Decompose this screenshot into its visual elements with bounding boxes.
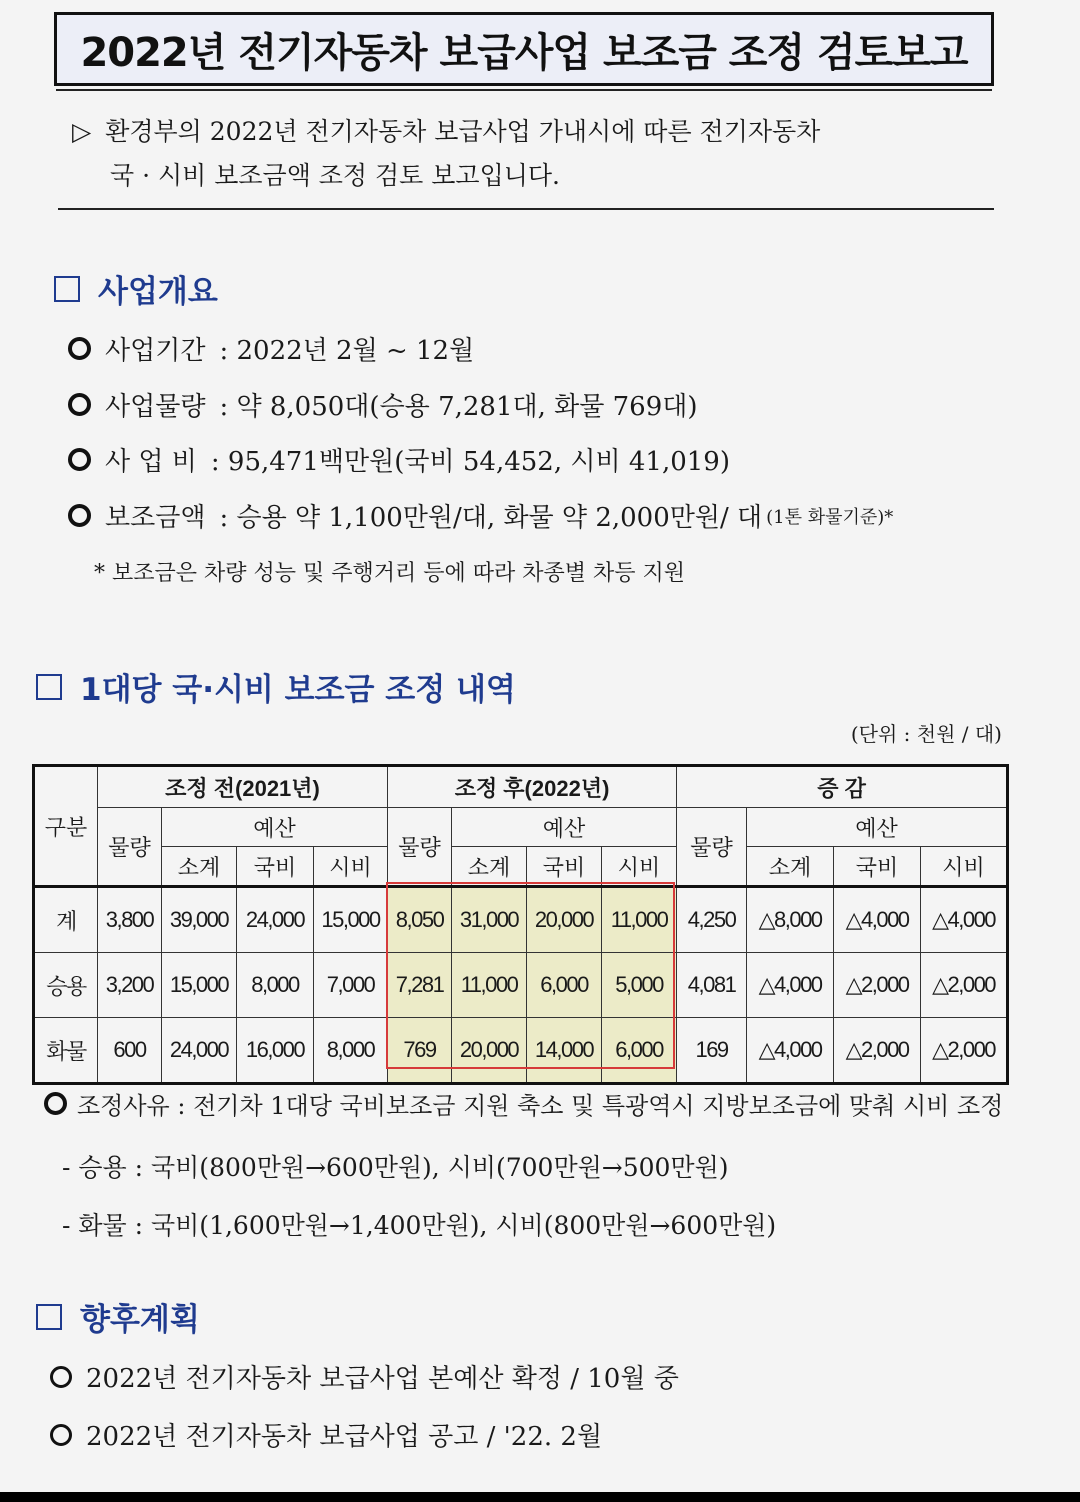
cell: △4,000 <box>747 953 834 1018</box>
cell: 600 <box>98 1018 162 1084</box>
bottom-bar <box>0 1492 1080 1502</box>
cell: 24,000 <box>162 1018 237 1084</box>
cell: 8,000 <box>314 1018 388 1084</box>
plan-item-text: 2022년 전기자동차 보급사업 본예산 확정 / 10월 중 <box>86 1364 679 1394</box>
header-category: 구분 <box>34 766 98 887</box>
cell: 24,000 <box>237 887 314 953</box>
header-national: 국비 <box>834 847 921 887</box>
cell: △2,000 <box>834 1018 921 1084</box>
cell: 169 <box>677 1018 747 1084</box>
header-budget: 예산 <box>452 808 677 847</box>
item-suffix: (1톤 화물기준)* <box>766 506 894 528</box>
cell: 39,000 <box>162 887 237 953</box>
item-label: 사업기간 <box>105 336 206 366</box>
row-name: 화물 <box>34 1018 98 1084</box>
plan-item-text: 2022년 전기자동차 보급사업 공고 / '22. 2월 <box>86 1422 603 1452</box>
header-national: 국비 <box>237 847 314 887</box>
circle-bullet-icon <box>68 393 91 416</box>
detail-passenger: - 승용 : 국비(800만원→600만원), 시비(700만원→500만원) <box>62 1153 729 1182</box>
header-qty: 물량 <box>677 808 747 887</box>
header-change: 증 감 <box>677 766 1008 808</box>
section-adjust-heading <box>36 664 516 709</box>
triangle-marker-icon: ▷ <box>72 117 92 146</box>
overview-item-period <box>68 330 474 367</box>
cell: 15,000 <box>314 887 388 953</box>
circle-bullet-icon <box>50 1366 72 1388</box>
header-city: 시비 <box>921 847 1008 887</box>
header-before: 조정 전(2021년) <box>98 766 388 808</box>
item-value: : 약 8,050대(승용 7,281대, 화물 769대) <box>219 392 698 422</box>
document-title: 2022년 전기자동차 보급사업 보조금 조정 검토보고 <box>80 29 968 76</box>
cell: △8,000 <box>747 887 834 953</box>
plan-item <box>50 1416 602 1453</box>
section-overview-heading <box>54 266 218 311</box>
cell: △2,000 <box>921 953 1008 1018</box>
header-city: 시비 <box>314 847 388 887</box>
cell: 6,000 <box>527 953 602 1018</box>
square-bullet-icon <box>36 674 62 700</box>
section-overview-title: 사업개요 <box>98 274 218 310</box>
circle-bullet-icon <box>68 448 91 471</box>
header-subtotal: 소계 <box>747 847 834 887</box>
unit-label: (단위 : 천원 / 대) <box>850 722 1002 746</box>
cell: 20,000 <box>452 1018 527 1084</box>
header-budget: 예산 <box>162 808 388 847</box>
cell: 14,000 <box>527 1018 602 1084</box>
cell: 31,000 <box>452 887 527 953</box>
intro <box>72 110 820 198</box>
circle-bullet-icon <box>44 1092 67 1115</box>
header-qty: 물량 <box>98 808 162 887</box>
overview-note: * 보조금은 차량 성능 및 주행거리 등에 따라 차종별 차등 지원 <box>94 561 685 586</box>
cell: △4,000 <box>921 887 1008 953</box>
circle-bullet-icon <box>68 504 91 527</box>
header-national: 국비 <box>527 847 602 887</box>
header-budget: 예산 <box>747 808 1008 847</box>
cell: 15,000 <box>162 953 237 1018</box>
circle-bullet-icon <box>50 1424 72 1446</box>
cell: 6,000 <box>602 1018 677 1084</box>
item-label: 사업물량 <box>105 392 206 422</box>
cell: 11,000 <box>602 887 677 953</box>
item-value: : 승용 약 1,100만원/대, 화물 약 2,000만원/ 대 <box>219 503 763 533</box>
square-bullet-icon <box>54 276 80 302</box>
cell: 4,250 <box>677 887 747 953</box>
header-after: 조정 후(2022년) <box>388 766 677 808</box>
cell: △4,000 <box>747 1018 834 1084</box>
cell: 5,000 <box>602 953 677 1018</box>
cell: △4,000 <box>834 887 921 953</box>
table-row <box>34 953 1008 1018</box>
item-label: 사 업 비 <box>105 447 197 477</box>
row-name: 계 <box>34 887 98 953</box>
header-subtotal: 소계 <box>452 847 527 887</box>
overview-item-subsidy <box>68 497 893 534</box>
cell: 4,081 <box>677 953 747 1018</box>
cell: 16,000 <box>237 1018 314 1084</box>
section-plan-title: 향후계획 <box>80 1302 200 1338</box>
divider <box>58 208 994 210</box>
cell: 7,281 <box>388 953 452 1018</box>
header-subtotal: 소계 <box>162 847 237 887</box>
plan-item <box>50 1358 679 1395</box>
cell: 11,000 <box>452 953 527 1018</box>
overview-item-volume <box>68 386 698 423</box>
square-bullet-icon <box>36 1304 62 1330</box>
table-row <box>34 887 1008 953</box>
cell: △2,000 <box>834 953 921 1018</box>
item-value: : 95,471백만원(국비 54,452, 시비 41,019) <box>210 447 730 477</box>
header-qty: 물량 <box>388 808 452 887</box>
cell: 769 <box>388 1018 452 1084</box>
cell: 8,050 <box>388 887 452 953</box>
intro-line-2: 국 · 시비 보조금액 조정 검토 보고입니다. <box>110 161 560 190</box>
section-plan-heading <box>36 1294 200 1339</box>
cell: 3,200 <box>98 953 162 1018</box>
cell: △2,000 <box>921 1018 1008 1084</box>
document-title-box <box>54 12 994 86</box>
item-label: 보조금액 <box>105 503 206 533</box>
cell: 3,800 <box>98 887 162 953</box>
overview-item-cost <box>68 441 730 478</box>
section-adjust-title: 1대당 국·시비 보조금 조정 내역 <box>80 672 516 708</box>
circle-bullet-icon <box>68 337 91 360</box>
row-name: 승용 <box>34 953 98 1018</box>
item-value: : 2022년 2월 ~ 12월 <box>219 336 475 366</box>
table-row <box>34 1018 1008 1084</box>
header-city: 시비 <box>602 847 677 887</box>
subsidy-table <box>32 764 1009 1085</box>
intro-line-1: 환경부의 2022년 전기자동차 보급사업 가내시에 따른 전기자동차 <box>105 117 821 146</box>
cell: 7,000 <box>314 953 388 1018</box>
cell: 20,000 <box>527 887 602 953</box>
adjust-reason <box>44 1086 1003 1121</box>
cell: 8,000 <box>237 953 314 1018</box>
adjust-reason-text: 조정사유 : 전기차 1대당 국비보조금 지원 축소 및 특광역시 지방보조금에 맞춰 시비 조정 <box>77 1092 1004 1120</box>
detail-cargo: - 화물 : 국비(1,600만원→1,400만원), 시비(800만원→600만원) <box>62 1211 777 1240</box>
